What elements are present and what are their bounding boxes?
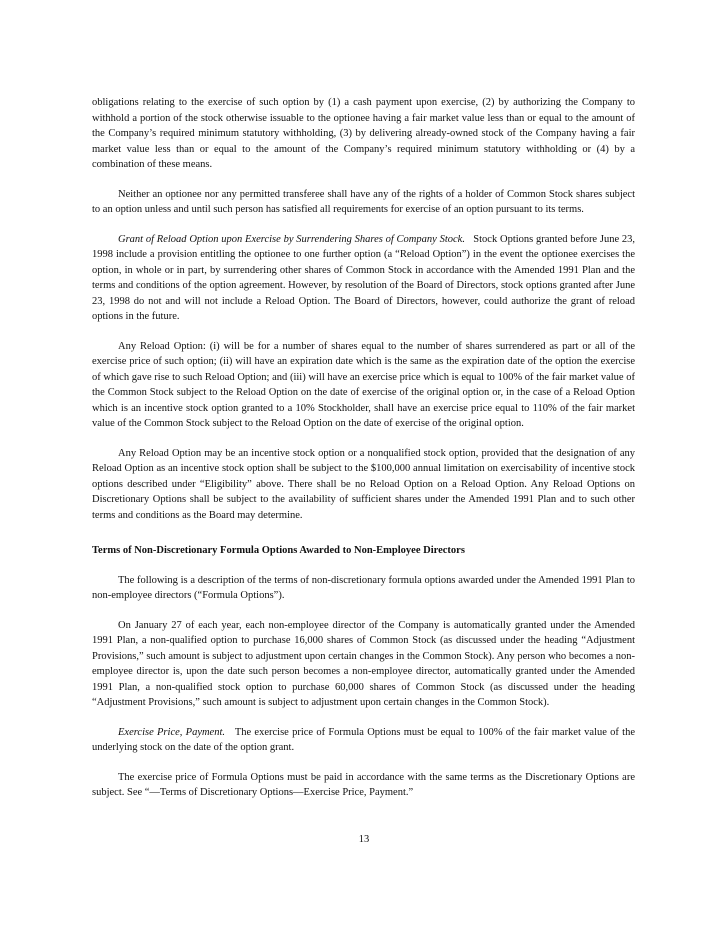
paragraph-text: Any Reload Option: (i) will be for a number of shares equal to the number of shares surrendered as part or all of the exercise price of such option; (ii) will have an expiration date which is the same as the expiration date of the option the exercise of which gave rise to such Reload Option; and (iii) will have an exercise price which is equal to 100% of the fair market value of the Common Stock subject to the Reload Option on the date of exercise of the original option or, in the case of a Reload Option which is an incentive stock option granted to a 10% Stockholder, shall have an exercise price equal to 110% of the fair market value of the Common Stock subject to the Reload Option on the date of exercise of the original option. (92, 340, 635, 429)
paragraph-reload-grant (92, 232, 635, 325)
paragraph-text: On January 27 of each year, each non-employee director of the Company is automatically granted under the Amended 1991 Plan, a non-qualified option to purchase 16,000 shares of Common Stock (as discussed under the heading “Adjustment Provisions,” such amount is subject to adjustment upon certain changes in the Common Stock). Any person who becomes a non-employee director is, upon the date such person becomes a non-employee director, automatically granted under the Amended 1991 Plan, a non-qualified stock option to purchase 60,000 shares of Common Stock (as discussed under the heading “Adjustment Provisions,” such amount is subject to adjustment upon certain changes in the Common Stock). (92, 619, 635, 708)
page-number: 13 (358, 834, 370, 845)
paragraph-formula-description (92, 573, 635, 604)
paragraph-reload-terms (92, 339, 635, 432)
paragraph-text: The exercise price of Formula Options must be paid in accordance with the same terms as the Discretionary Options are subject. See “—Terms of Discretionary Options—Exercise Price, Payment.” (92, 771, 635, 798)
document-page (92, 95, 635, 801)
paragraph-text: The following is a description of the terms of non-discretionary formula options awarded under the Amended 1991 Plan to non-employee directors (“Formula Options”). (92, 574, 635, 601)
paragraph-exercise-price (92, 725, 635, 756)
paragraph-lead: Exercise Price, Payment. (118, 726, 226, 738)
paragraph-text: Neither an optionee nor any permitted transferee shall have any of the rights of a holder of Common Stock shares subject to an option unless and until such person has satisfied all requirements for exercise of an option pursuant to its terms. (92, 188, 635, 215)
paragraph-withholding (92, 95, 635, 173)
section-heading: Terms of Non-Discretionary Formula Options Awarded to Non-Employee Directors (92, 545, 465, 556)
paragraph-annual-grant (92, 618, 635, 711)
paragraph-reload-type (92, 446, 635, 524)
paragraph-lead: Grant of Reload Option upon Exercise by Surrendering Shares of Company Stock. (118, 233, 465, 245)
paragraph-text: Any Reload Option may be an incentive stock option or a nonqualified stock option, provided that the designation of any Reload Option as an incentive stock option shall be subject to the $100,000 annual limitation on exercisability of incentive stock options described under “Eligibility” above. There shall be no Reload Option on a Reload Option. Any Reload Options on Discretionary Options shall be subject to the availability of sufficient shares under the Amended 1991 Plan and to such other terms and conditions as the Board may determine. (92, 447, 635, 521)
paragraph-transferee-rights (92, 187, 635, 218)
paragraph-text: obligations relating to the exercise of such option by (1) a cash payment upon exercise, (2) by authorizing the Company to withhold a portion of the stock otherwise issuable to the optionee having a fair market value less than or equal to the amount of the Company’s required minimum statutory withholding, (3) by delivering already-owned stock of the Company having a fair market value less than or equal to the amount of the Company’s required minimum statutory withholding or (4) by a combination of these means. (92, 97, 635, 170)
paragraph-text: Stock Options granted before June 23, 1998 include a provision entitling the optionee to one further option (a “Reload Option”) in the event the optionee exercises the option, in whole or in part, by surrendering other shares of Common Stock in accordance with the Amended 1991 Plan and the terms and conditions of the option agreement. However, by resolution of the Board of Directors, stock options granted after June 23, 1998 do not and will not include a Reload Option. The Board of Directors, however, could authorize the grant of reload options in the future. (92, 233, 636, 322)
paragraph-payment-terms (92, 770, 635, 801)
paragraph-text: The exercise price of Formula Options must be equal to 100% of the fair market value of the underlying stock on the date of the option grant. (92, 726, 636, 753)
